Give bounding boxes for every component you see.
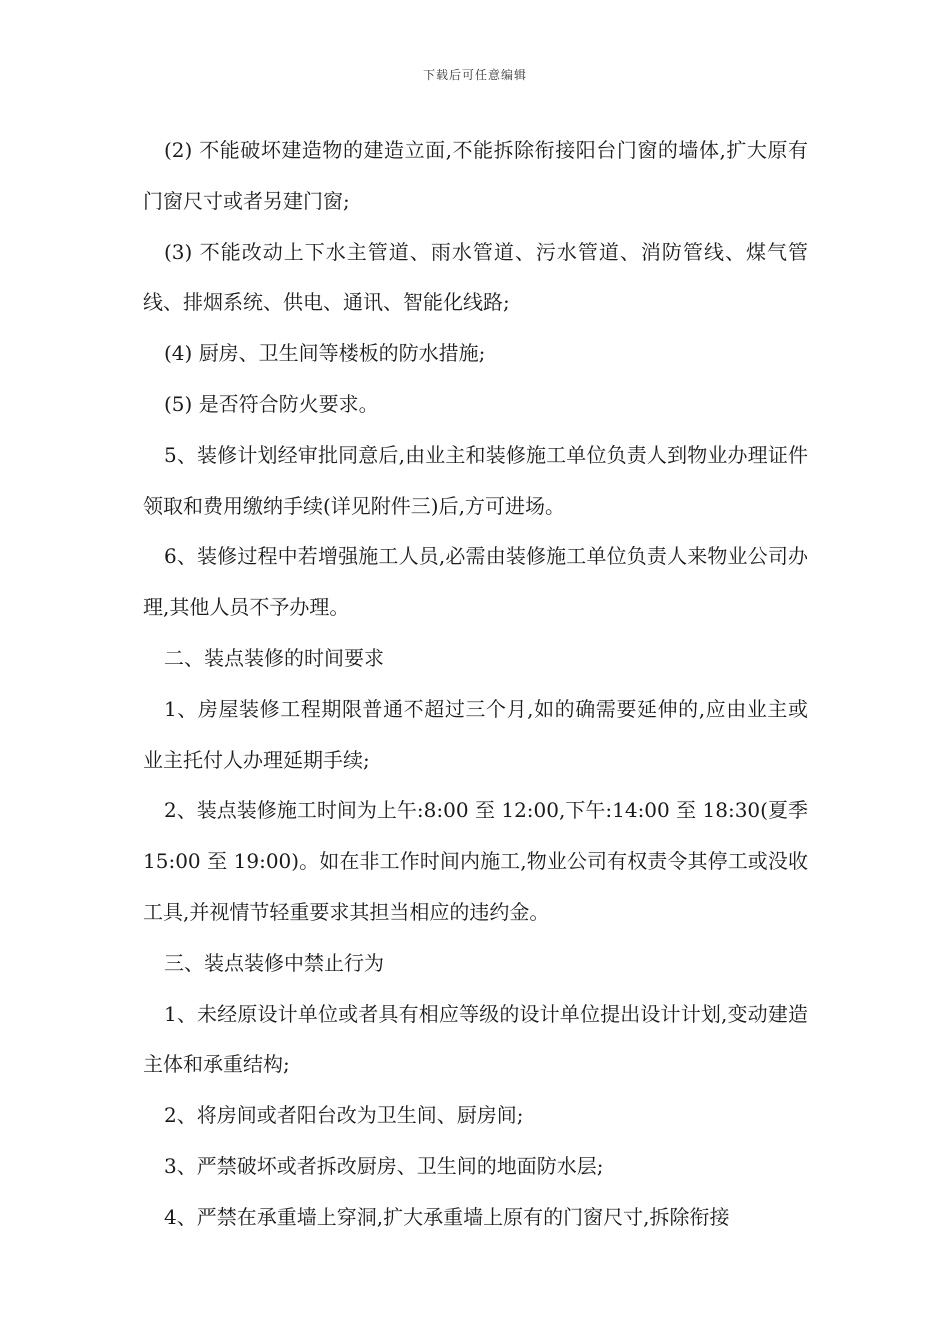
paragraph: (5) 是否符合防火要求。 bbox=[164, 391, 379, 416]
section-heading: 二、装点装修的时间要求 bbox=[164, 645, 384, 670]
paragraph: 5、装修计划经审批同意后,由业主和装修施工单位负责人到物业办理证件领取和费用缴纳手续(详见附件三)后,方可进场。 bbox=[143, 442, 808, 518]
page-header: 下载后可任意编辑 bbox=[422, 68, 527, 82]
document-body bbox=[143, 125, 808, 1243]
paragraph: (3) 不能改动上下水主管道、雨水管道、污水管道、消防管线、煤气管线、排烟系统、供电、通讯、智能化线路; bbox=[143, 239, 808, 315]
paragraph: 6、装修过程中若增强施工人员,必需由装修施工单位负责人来物业公司办理,其他人员不予办理。 bbox=[143, 544, 808, 620]
paragraph: 2、将房间或者阳台改为卫生间、厨房间; bbox=[164, 1103, 524, 1128]
paragraph: (4) 厨房、卫生间等楼板的防水措施; bbox=[164, 341, 486, 366]
paragraph: 2、装点装修施工时间为上午:8:00 至 12:00,下午:14:00 至 18:30(夏季 15:00 至 19:00)。如在非工作时间内施工,物业公司有权责令其停工或没收工具,并视情节轻重要求其担当相应的违约金。 bbox=[143, 798, 808, 924]
section-heading: 三、装点装修中禁止行为 bbox=[164, 950, 384, 975]
paragraph: (2) 不能破坏建造物的建造立面,不能拆除衔接阳台门窗的墙体,扩大原有门窗尺寸或者另建门窗; bbox=[143, 138, 808, 213]
paragraph: 1、房屋装修工程期限普通不超过三个月,如的确需要延伸的,应由业主或业主托付人办理延期手续; bbox=[143, 696, 808, 772]
paragraph: 3、严禁破坏或者拆改厨房、卫生间的地面防水层; bbox=[164, 1153, 604, 1178]
paragraph: 4、严禁在承重墙上穿洞,扩大承重墙上原有的门窗尺寸,拆除衔接 bbox=[164, 1204, 730, 1229]
paragraph: 1、未经原设计单位或者具有相应等级的设计单位提出设计计划,变动建造主体和承重结构; bbox=[143, 1001, 808, 1077]
